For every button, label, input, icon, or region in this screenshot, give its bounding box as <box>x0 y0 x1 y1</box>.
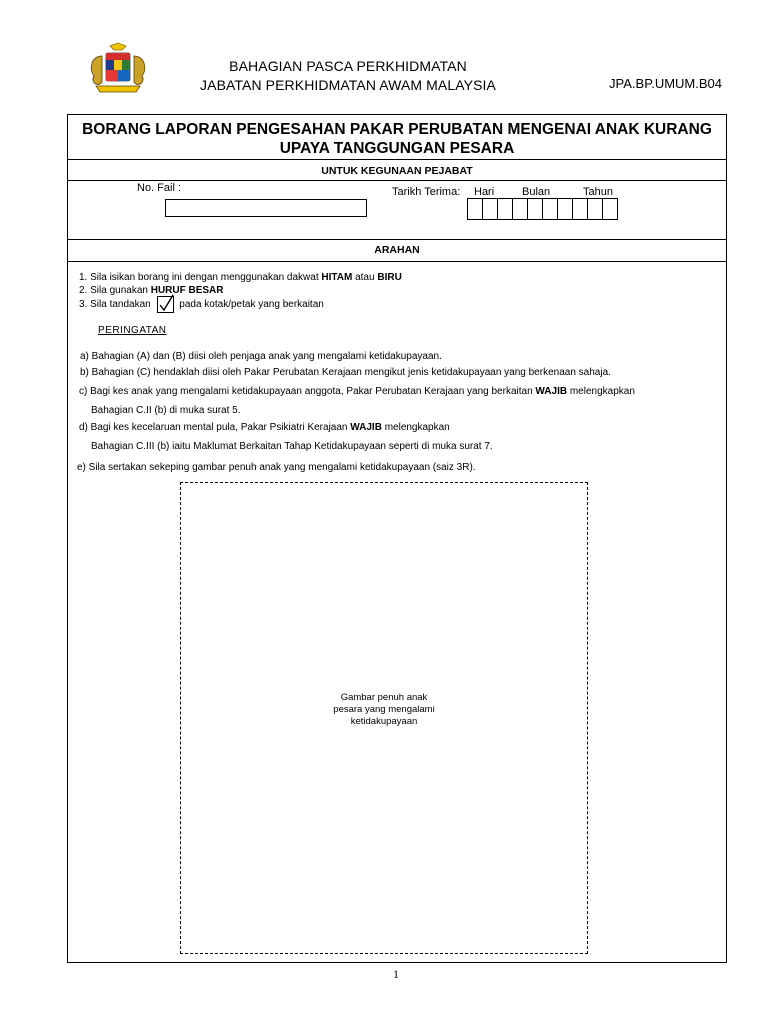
day-label: Hari <box>474 186 495 198</box>
warning-a: a) Bahagian (A) dan (B) diisi oleh penjaga anak yang mengalami ketidakupayaan. <box>80 351 442 362</box>
form-title-line2: UPAYA TANGGUNGAN PESARA <box>279 140 515 157</box>
divider <box>67 239 727 240</box>
date-digit-box[interactable] <box>573 199 588 219</box>
instructions-heading: ARAHAN <box>374 244 420 256</box>
date-digit-box[interactable] <box>513 199 528 219</box>
agency-name-line2: JABATAN PERKHIDMATAN AWAM MALAYSIA <box>200 77 496 93</box>
date-digit-box[interactable] <box>588 199 603 219</box>
instruction-1: 1. Sila isikan borang ini dengan menggunakan dakwat HITAM atau BIRU <box>79 272 402 283</box>
warning-e: e) Sila sertakan sekeping gambar penuh anak yang mengalami ketidakupayaan (saiz 3R). <box>77 462 476 473</box>
received-date-boxes <box>467 198 618 220</box>
file-no-field[interactable] <box>165 199 367 217</box>
divider <box>67 159 727 160</box>
month-label: Bulan <box>522 186 551 198</box>
agency-name-line1: BAHAGIAN PASCA PERKHIDMATAN <box>229 58 467 74</box>
divider <box>67 180 727 181</box>
warning-c: c) Bagi kes anak yang mengalami ketidakupayaan anggota, Pakar Perubatan Kerajaan yang berkaitan WAJIB melengkapkan <box>79 386 635 397</box>
photo-caption: Gambar penuh anak pesara yang mengalami ketidakupayaan <box>333 692 435 727</box>
year-label: Tahun <box>583 186 613 198</box>
warning-d: d) Bagi kes kecelaruan mental pula, Pakar Psikiatri Kerajaan WAJIB melengkapkan <box>79 422 450 433</box>
government-crest-icon <box>84 42 152 96</box>
page-number: 1 <box>393 967 399 981</box>
warning-c-line2: Bahagian C.II (b) di muka surat 5. <box>91 405 241 416</box>
received-date-label: Tarikh Terima: <box>392 186 461 198</box>
date-digit-box[interactable] <box>603 199 617 219</box>
form-title-line1: BORANG LAPORAN PENGESAHAN PAKAR PERUBATAN MENGENAI ANAK KURANG <box>82 121 712 138</box>
office-use-heading: UNTUK KEGUNAAN PEJABAT <box>321 165 473 177</box>
tick-box-icon <box>157 296 174 313</box>
file-no-label: No. Fail : <box>137 182 182 194</box>
warnings-heading: PERINGATAN <box>98 325 167 336</box>
date-digit-box[interactable] <box>468 199 483 219</box>
warning-b: b) Bahagian (C) hendaklah diisi oleh Pakar Perubatan Kerajaan mengikut jenis ketidakupayaan yang berkenaan sahaja. <box>80 367 611 378</box>
date-digit-box[interactable] <box>543 199 558 219</box>
date-digit-box[interactable] <box>498 199 513 219</box>
date-digit-box[interactable] <box>528 199 543 219</box>
form-title <box>68 120 726 158</box>
divider <box>67 261 727 262</box>
warning-d-line2: Bahagian C.III (b) iaitu Maklumat Berkaitan Tahap Ketidakupayaan seperti di muka surat 7. <box>91 441 493 452</box>
date-digit-box[interactable] <box>483 199 498 219</box>
instruction-2: 2. Sila gunakan HURUF BESAR <box>79 285 224 296</box>
date-digit-box[interactable] <box>558 199 573 219</box>
form-code: JPA.BP.UMUM.B04 <box>609 76 722 91</box>
instruction-3: 3. Sila tandakan pada kotak/petak yang berkaitan <box>79 296 324 313</box>
